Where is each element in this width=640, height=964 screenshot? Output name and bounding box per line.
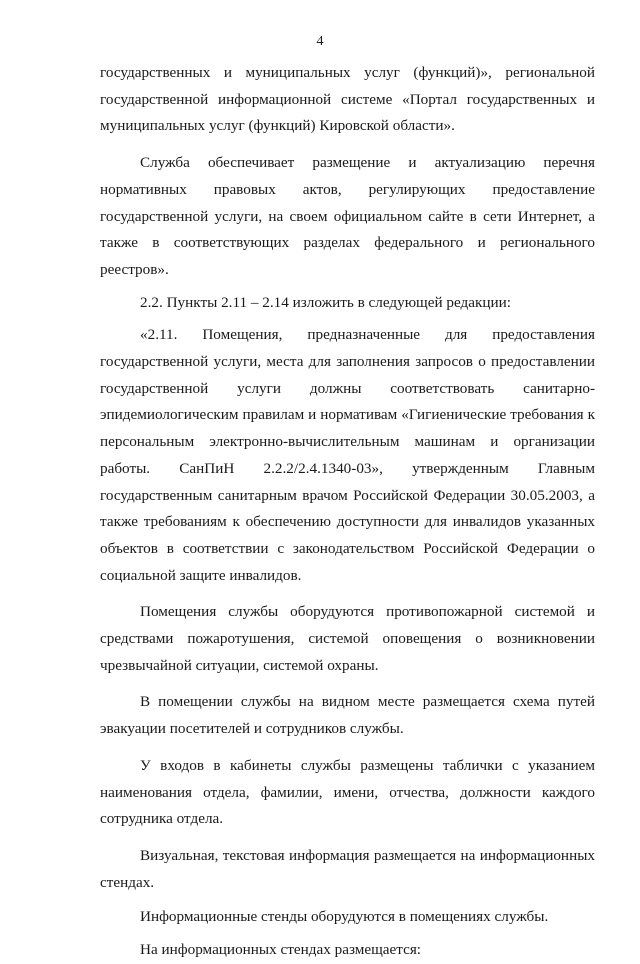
paragraph-info-stands: Информационные стенды оборудуются в помещениях службы.: [140, 908, 549, 926]
paragraph-service-publishing: Служба обеспечивает размещение и актуализацию перечня нормативных правовых актов, регулирующих предоставление государственной услуги, на своем официальном сайте в сети Интернет, а также в соответствующих разделах федерального и регионального реестров».: [100, 154, 595, 278]
paragraph-amendment-2-2: 2.2. Пункты 2.11 – 2.14 изложить в следующей редакции:: [140, 293, 512, 311]
paragraph-evacuation-scheme: В помещении службы на видном месте размещается схема путей эвакуации посетителей и сотрудников службы.: [100, 693, 595, 738]
document-body: [100, 60, 595, 964]
paragraph-2-11-premises: «2.11. Помещения, предназначенные для предоставления государственной услуги, места для заполнения запросов о предоставлении государственной услуги должны соответствовать санитарно-эпидемиологическим правилам и нормативам «Гигиенические требования к персональным электронно-вычислительным машинам и организации работы. СанПиН 2.2.2/2.4.1340-03», утвержденным Главным государственным санитарным врачом Российской Федерации 30.05.2003, а также требованиям к обеспечению доступности для инвалидов указанных объектов в соответствии с законодательством Российской Федерации о социальной защите инвалидов.: [100, 326, 595, 584]
paragraph-stands-content: На информационных стендах размещается:: [140, 941, 422, 959]
paragraph-continuation: государственных и муниципальных услуг (функций)», региональной государственной информационной системе «Портал государственных и муниципальных услуг (функций) Кировской области».: [100, 64, 595, 135]
page-number: 4: [316, 34, 324, 49]
paragraph-visual-information: Визуальная, текстовая информация размещается на информационных стендах.: [100, 846, 595, 891]
paragraph-office-signs: У входов в кабинеты службы размещены таблички с указанием наименования отдела, фамилии, имени, отчества, должности каждого сотрудника отдела.: [100, 756, 595, 828]
paragraph-fire-safety: Помещения службы оборудуются противопожарной системой и средствами пожаротушения, системой оповещения о возникновении чрезвычайной ситуации, системой охраны.: [100, 603, 595, 674]
